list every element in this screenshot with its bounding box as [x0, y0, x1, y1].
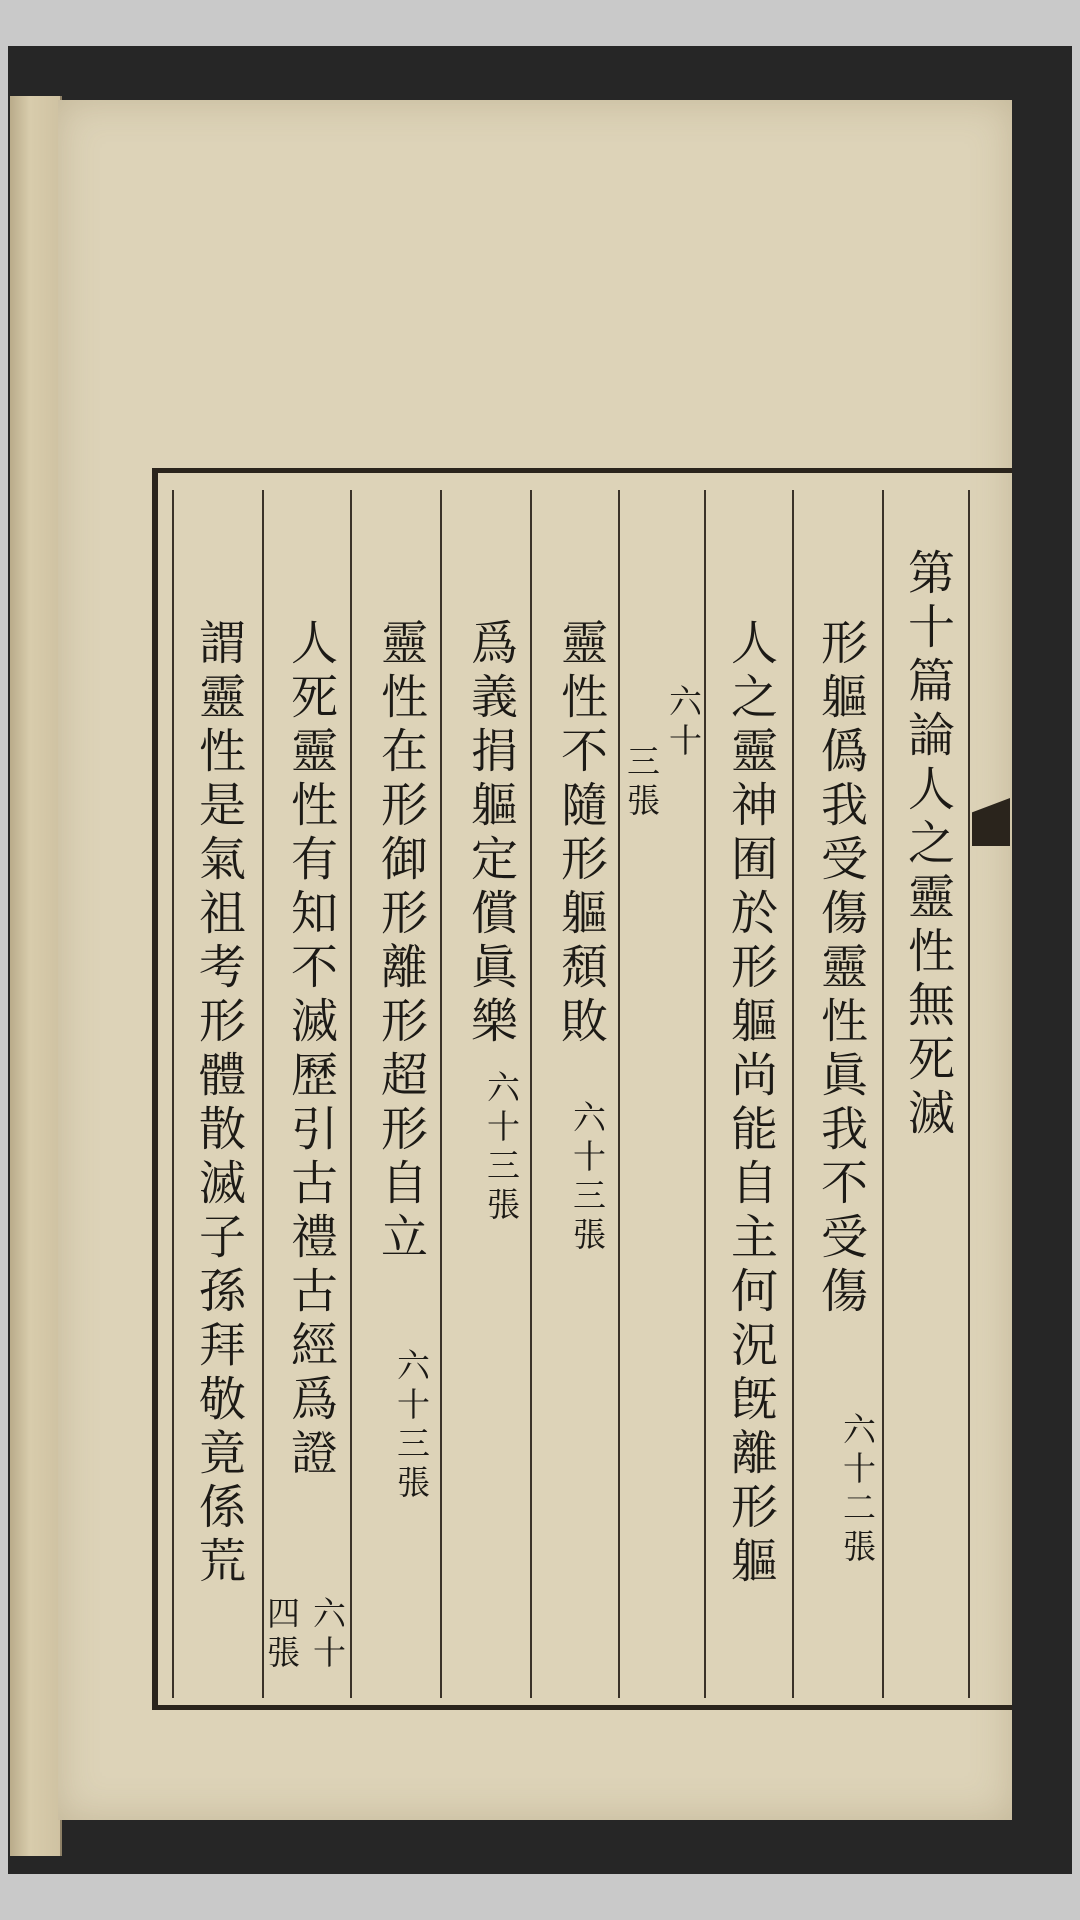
- column-rule: [618, 490, 620, 1698]
- text-line-4: 靈性不隨形軀頹敗: [553, 618, 608, 1050]
- page-note-4: 六十三張: [568, 1100, 607, 1256]
- column-rule: [172, 490, 174, 1698]
- page-note-3-right: 六十: [664, 684, 703, 762]
- column-rule: [968, 490, 970, 1698]
- page-note-5: 六十三張: [482, 1070, 521, 1226]
- column-rule: [262, 490, 264, 1698]
- text-line-6: 靈性在形御形離形超形自立: [373, 618, 428, 1266]
- column-rule: [704, 490, 706, 1698]
- column-rule: [792, 490, 794, 1698]
- column-rule: [530, 490, 532, 1698]
- text-line-2: 人之靈神囿於形軀尚能自主何況旣離形軀: [723, 618, 778, 1590]
- page-note-6: 六十三張: [392, 1348, 431, 1504]
- column-rule: [882, 490, 884, 1698]
- previous-leaf-edge: [10, 96, 62, 1856]
- page-note-1: 六十二張: [838, 1412, 877, 1568]
- chapter-title: 第十篇論人之靈性無死滅: [900, 548, 955, 1142]
- column-rule: [350, 490, 352, 1698]
- page-note-7-left: 四張: [262, 1596, 301, 1674]
- text-line-8: 謂靈性是氣祖考形體散滅子孫拜敬竟係荒: [191, 618, 246, 1590]
- column-rule: [440, 490, 442, 1698]
- text-line-1: 形軀僞我受傷靈性眞我不受傷: [813, 618, 868, 1320]
- page-note-7-right: 六十: [308, 1596, 347, 1674]
- page-note-3-left: 三張: [622, 744, 661, 822]
- text-line-5: 爲義捐軀定償眞樂: [463, 618, 518, 1050]
- text-line-7: 人死靈性有知不滅歷引古禮古經爲證: [283, 618, 338, 1482]
